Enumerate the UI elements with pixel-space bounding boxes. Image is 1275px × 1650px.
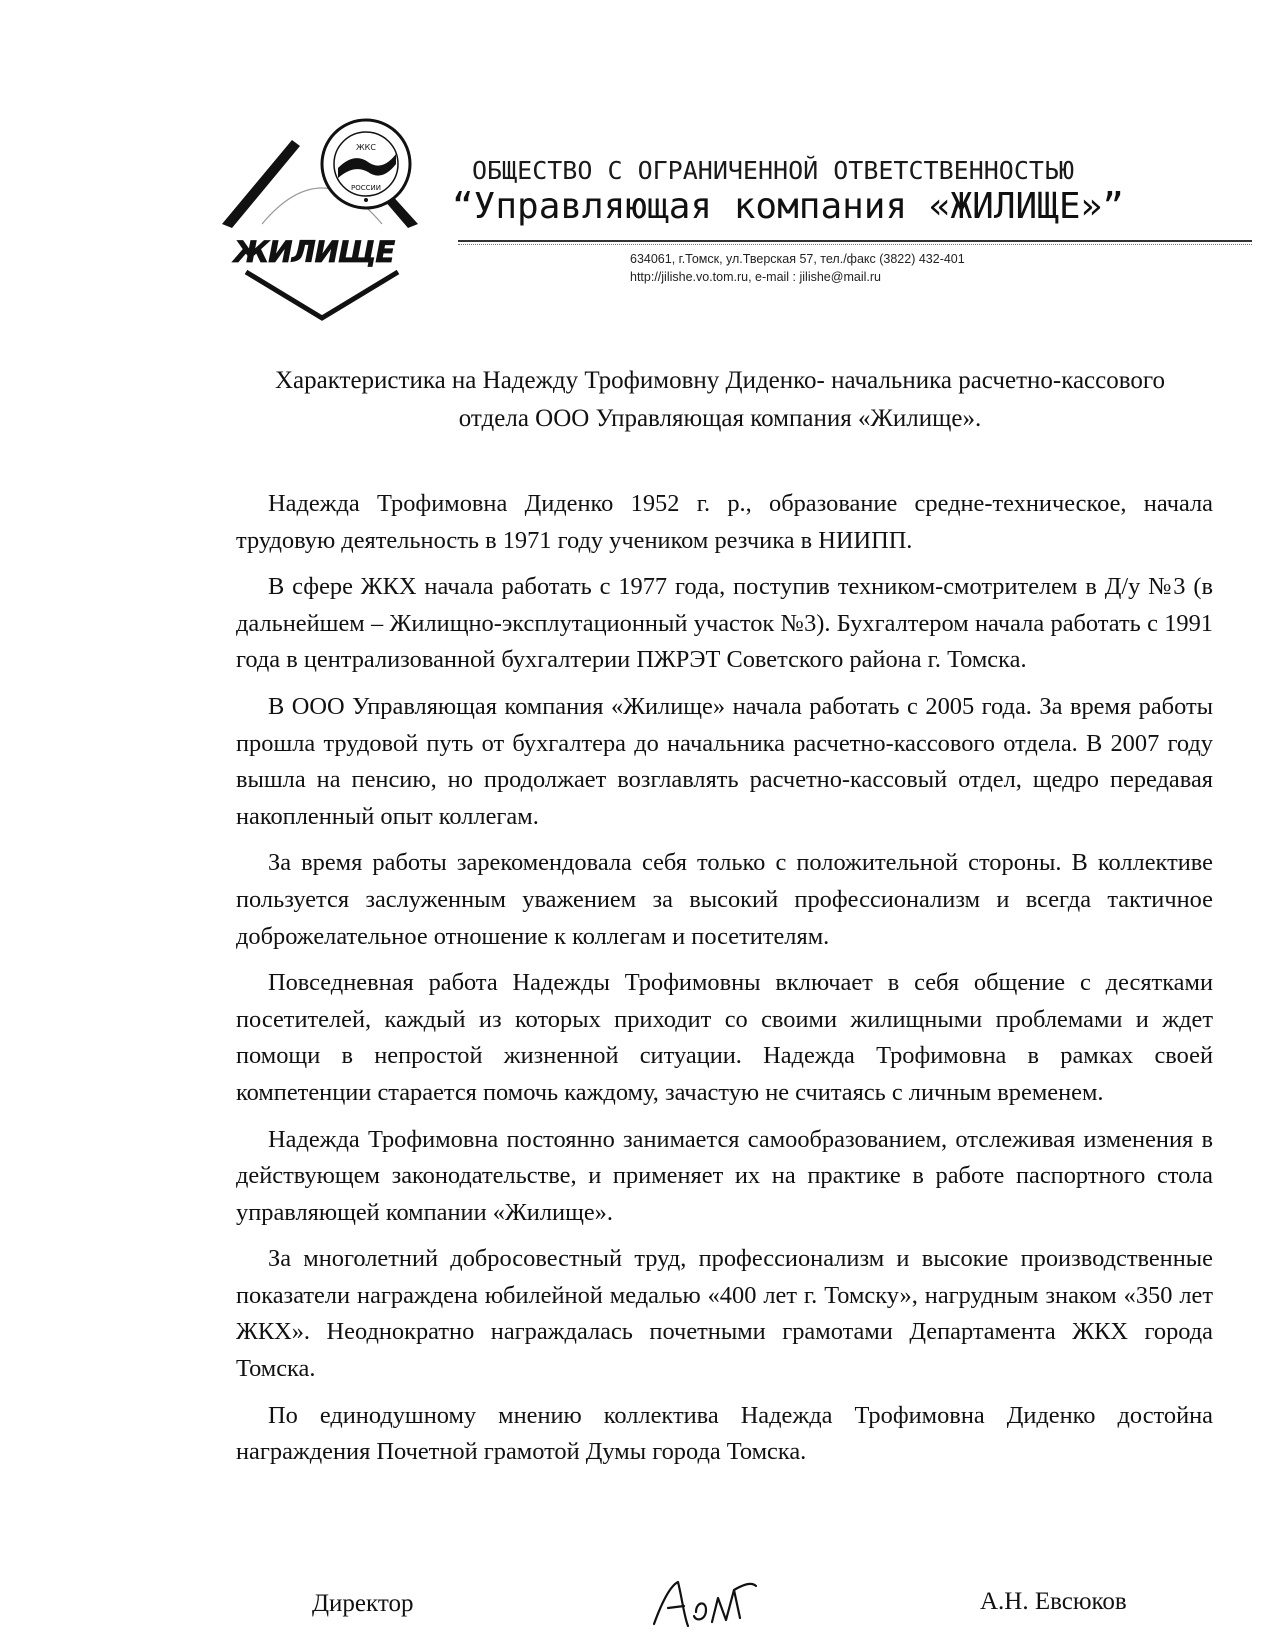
signatory-role: Директор <box>312 1590 414 1617</box>
header-divider <box>458 240 1252 242</box>
company-logo <box>222 112 422 332</box>
document-body <box>236 486 1213 1481</box>
paragraph: Повседневная работа Надежды Трофимовны включает в себя общение с десятками посетителей, каждый из которых приходит со своими жилищными проблемами и ждет помощи в непростой жизненной ситуации. Надежда Трофимовна в рамках своей компетенции старается помочь каждому, зачастую не считаясь с личным временем. <box>236 969 1213 1106</box>
signatory-name: А.Н. Евсюков <box>980 1588 1127 1615</box>
paragraph: В сфере ЖКХ начала работать с 1977 года, поступив техником-смотрителем в Д/у №3 (в дальнейшем – Жилищно-эксплутационный участок №3). Бухгалтером начала работать с 1991 года в централизованной бухгалтерии ПЖРЭТ Советского района г. Томска. <box>236 573 1213 674</box>
header-divider-dotted <box>458 244 1252 245</box>
web-email-line: http://jilishe.vo.tom.ru, e-mail : jilishe@mail.ru <box>630 270 881 284</box>
seal-bottom-text: РОССИИ <box>351 184 381 192</box>
address-line: 634061, г.Томск, ул.Тверская 57, тел./факс (3822) 432-401 <box>630 252 965 266</box>
seal-top-text: ЖКС <box>356 143 376 152</box>
paragraph: По единодушному мнению коллектива Надежда Трофимовна Диденко достойна награждения Почетной грамотой Думы города Томска. <box>236 1401 1213 1466</box>
org-name: “Управляющая компания «ЖИЛИЩЕ»” <box>452 186 1124 227</box>
paragraph: Надежда Трофимовна Диденко 1952 г. р., образование средне-техническое, начала трудовую деятельность в 1971 году учеником резчика в НИИПП. <box>236 490 1213 554</box>
paragraph: Надежда Трофимовна постоянно занимается самообразованием, отслеживая изменения в действующем законодательстве, и применяет их на практике в работе паспортного стола управляющей компании «Жилище». <box>236 1125 1213 1226</box>
seal-emblem <box>322 120 410 208</box>
brand-wordmark: ЖИЛИЩЕ <box>233 235 395 269</box>
handwritten-signature <box>648 1572 760 1634</box>
paragraph: В ООО Управляющая компания «Жилище» начала работать с 2005 года. За время работы прошла трудовой путь от бухгалтера до начальника расчетно-кассового отдела. В 2007 году вышла на пенсию, но продолжает возглавлять расчетно-кассовый отдел, щедро передавая накопленный опыт коллегам. <box>236 692 1213 830</box>
org-type: ОБЩЕСТВО С ОГРАНИЧЕННОЙ ОТВЕТСТВЕННОСТЬЮ <box>472 156 1075 185</box>
paragraph: За многолетний добросовестный труд, профессионализм и высокие производственные показатели награждена юбилейной медалью «400 лет г. Томску», нагрудным знаком «350 лет ЖКХ». Неоднократно награждалась почетными грамотами Департамента ЖКХ города Томска. <box>236 1245 1213 1383</box>
title-line-2: отдела ООО Управляющая компания «Жилище». <box>458 405 982 432</box>
title-line-1: Характеристика на Надежду Трофимовну Диденко- начальника расчетно-кассового <box>274 367 1166 394</box>
contact-block <box>630 250 1190 286</box>
document-title <box>220 362 1220 438</box>
paragraph: За время работы зарекомендовала себя только с положительной стороны. В коллективе пользуется заслуженным уважением за высокий профессионализм и всегда тактичное доброжелательное отношение к коллегам и посетителям. <box>236 849 1213 950</box>
